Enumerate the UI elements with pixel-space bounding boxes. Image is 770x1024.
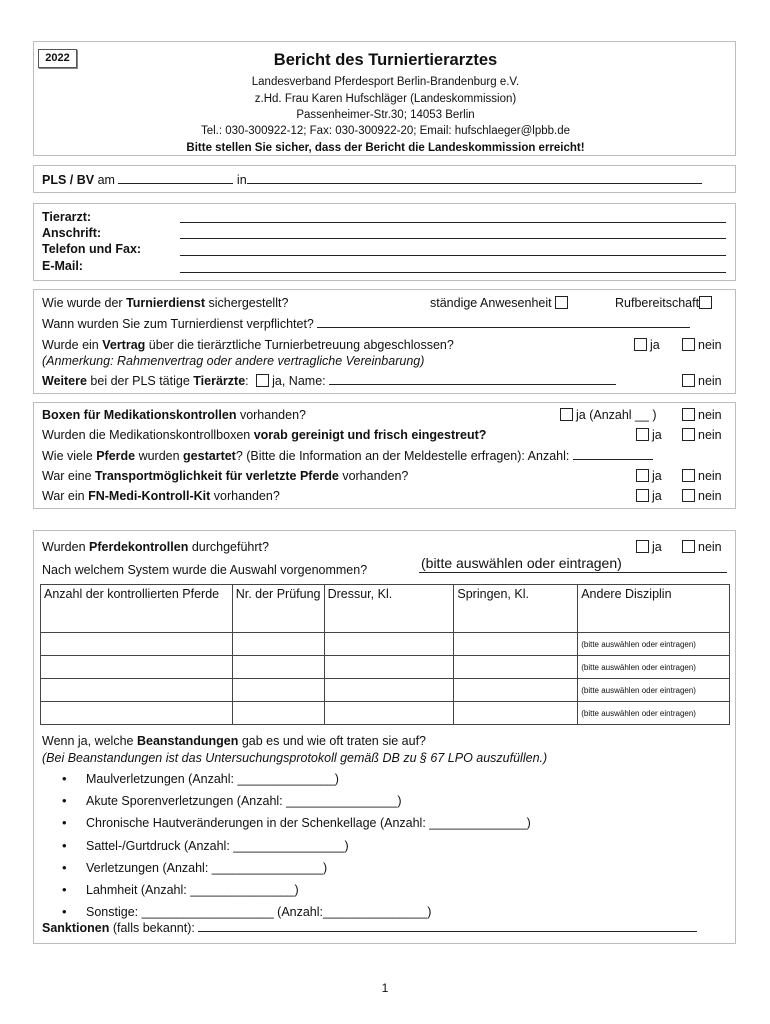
table-row xyxy=(41,633,730,656)
service-date-field[interactable] xyxy=(317,327,690,328)
cell-other-select[interactable]: (bitte auswählen oder eintragen) xyxy=(578,702,730,725)
event-line xyxy=(42,173,702,187)
cell-dressage[interactable] xyxy=(324,633,454,656)
controls-yes-checkbox[interactable] xyxy=(636,540,649,553)
list-item[interactable]: • Sonstige: ___________________ (Anzahl:_______________) xyxy=(62,901,531,923)
contract-no: nein xyxy=(682,338,722,352)
issues-question: Wenn ja, welche Beanstandungen gab es und wie oft traten sie auf? xyxy=(42,734,426,748)
table-header-row xyxy=(41,585,730,633)
controls-box xyxy=(33,530,736,944)
cell-test-no[interactable] xyxy=(232,656,324,679)
cell-jumping[interactable] xyxy=(454,679,578,702)
address-label: Anschrift: xyxy=(42,226,102,240)
vet-box xyxy=(33,203,736,281)
contract-question: Wurde ein Vertrag über die tierärztliche Turnierbetreuung abgeschlossen? xyxy=(42,338,454,352)
date-field[interactable] xyxy=(118,183,233,184)
header-jumping: Springen, Kl. xyxy=(454,585,578,633)
controls-yes: ja xyxy=(636,540,662,554)
list-item[interactable]: • Akute Sporenverletzungen (Anzahl: ________________) xyxy=(62,790,531,812)
in-label: in xyxy=(236,173,247,187)
cell-jumping[interactable] xyxy=(454,656,578,679)
presence-checkbox[interactable] xyxy=(555,296,568,309)
selection-system-select[interactable]: (bitte auswählen oder eintragen) xyxy=(419,555,727,573)
sanctions-line: Sanktionen (falls bekannt): xyxy=(42,921,697,935)
header-other: Andere Disziplin xyxy=(578,585,730,633)
service-question: Wie wurde der Turnierdienst sichergestellt? xyxy=(42,296,289,310)
email-label: E-Mail: xyxy=(42,259,83,273)
selection-system-question: Nach welchem System wurde die Auswahl vorgenommen? xyxy=(42,563,368,577)
list-item[interactable]: • Sattel-/Gurtdruck (Anzahl: ________________) xyxy=(62,835,531,857)
cell-count[interactable] xyxy=(41,679,233,702)
am-label: am xyxy=(97,173,115,187)
org-line-2: z.Hd. Frau Karen Hufschläger (Landeskommission) xyxy=(254,93,517,105)
kit-no-checkbox[interactable] xyxy=(682,489,695,502)
notice: Bitte stellen Sie sicher, dass der Bericht die Landeskommission erreicht! xyxy=(186,142,585,154)
cell-other-select[interactable]: (bitte auswählen oder eintragen) xyxy=(578,633,730,656)
kit-question: War ein FN-Medi-Kontroll-Kit vorhanden? xyxy=(42,489,280,503)
cleaned-yes: ja xyxy=(636,428,662,442)
address-field[interactable] xyxy=(180,238,726,239)
cleaned-yes-checkbox[interactable] xyxy=(636,428,649,441)
kit-no: nein xyxy=(682,489,722,503)
cell-other-select[interactable]: (bitte auswählen oder eintragen) xyxy=(578,679,730,702)
email-field[interactable] xyxy=(180,272,726,273)
boxes-no-checkbox[interactable] xyxy=(682,408,695,421)
header-dressage: Dressur, Kl. xyxy=(324,585,454,633)
pls-bv-label: PLS / BV xyxy=(42,173,95,187)
cleaned-no: nein xyxy=(682,428,722,442)
cell-test-no[interactable] xyxy=(232,679,324,702)
list-item[interactable]: • Lahmheit (Anzahl: _______________) xyxy=(62,879,531,901)
header-box xyxy=(33,41,736,156)
location-field[interactable] xyxy=(247,183,702,184)
cell-dressage[interactable] xyxy=(324,679,454,702)
boxes-no: nein xyxy=(682,408,722,422)
controls-no: nein xyxy=(682,540,722,554)
cell-test-no[interactable] xyxy=(232,702,324,725)
cell-test-no[interactable] xyxy=(232,633,324,656)
transport-question: War eine Transportmöglichkeit für verletzte Pferde vorhanden? xyxy=(42,469,409,483)
list-item[interactable]: • Maulverletzungen (Anzahl: ______________) xyxy=(62,768,531,790)
cell-count[interactable] xyxy=(41,656,233,679)
boxes-question: Boxen für Medikationskontrollen vorhanden? xyxy=(42,408,306,422)
cell-count[interactable] xyxy=(41,633,233,656)
vet-field[interactable] xyxy=(180,222,726,223)
transport-yes: ja xyxy=(636,469,662,483)
header-test-no: Nr. der Prüfung xyxy=(232,585,324,633)
service-box xyxy=(33,289,736,394)
sanctions-field[interactable] xyxy=(198,931,697,932)
other-vets-question: Weitere bei der PLS tätige Tierärzte: ja, Name: xyxy=(42,374,616,388)
other-vets-no-checkbox[interactable] xyxy=(682,374,695,387)
oncall-label: Rufbereitschaft xyxy=(615,296,700,310)
cell-jumping[interactable] xyxy=(454,633,578,656)
presence-option xyxy=(430,296,571,310)
table-row xyxy=(41,679,730,702)
cell-count[interactable] xyxy=(41,702,233,725)
cleaned-question: Wurden die Medikationskontrollboxen vorab gereinigt und frisch eingestreut? xyxy=(42,428,487,442)
kit-yes: ja xyxy=(636,489,662,503)
table-row xyxy=(41,656,730,679)
controls-no-checkbox[interactable] xyxy=(682,540,695,553)
cell-other-select[interactable]: (bitte auswählen oder eintragen) xyxy=(578,656,730,679)
year-badge: 2022 xyxy=(38,49,77,68)
contract-yes: ja xyxy=(634,338,660,352)
transport-yes-checkbox[interactable] xyxy=(636,469,649,482)
boxes-yes-checkbox[interactable] xyxy=(560,408,573,421)
org-line-4: Tel.: 030-300922-12; Fax: 030-300922-20; Email: hufschlaeger@lpbb.de xyxy=(200,125,571,137)
service-date-question: Wann wurden Sie zum Turnierdienst verpflichtet? xyxy=(42,317,690,331)
list-item[interactable]: • Verletzungen (Anzahl: ________________) xyxy=(62,857,531,879)
horses-started-field[interactable] xyxy=(573,459,653,460)
phone-fax-label: Telefon und Fax: xyxy=(42,242,142,256)
page-number: 1 xyxy=(381,981,389,995)
transport-no-checkbox[interactable] xyxy=(682,469,695,482)
event-box xyxy=(33,165,736,193)
presence-label: ständige Anwesenheit xyxy=(430,296,552,310)
table-row xyxy=(41,702,730,725)
issues-note: (Bei Beanstandungen ist das Untersuchungsprotokoll gemäß DB zu § 67 LPO auszufüllen.) xyxy=(42,751,548,765)
transport-no: nein xyxy=(682,469,722,483)
oncall-checkbox[interactable] xyxy=(699,296,712,309)
list-item[interactable]: • Chronische Hautveränderungen in der Schenkellage (Anzahl: ______________) xyxy=(62,812,531,834)
page-title: Bericht des Turniertierarztes xyxy=(273,51,498,69)
boxes-yes: ja (Anzahl __ ) xyxy=(560,408,657,422)
issues-list xyxy=(62,768,531,923)
cell-dressage[interactable] xyxy=(324,656,454,679)
other-vets-name-field[interactable] xyxy=(329,384,616,385)
kit-yes-checkbox[interactable] xyxy=(636,489,649,502)
other-vets-yes-checkbox[interactable] xyxy=(256,374,269,387)
header-count: Anzahl der kontrollierten Pferde xyxy=(41,585,233,633)
oncall-option xyxy=(615,296,715,310)
cell-jumping[interactable] xyxy=(454,702,578,725)
org-line-3: Passenheimer-Str.30; 14053 Berlin xyxy=(296,109,475,121)
controls-table xyxy=(40,584,730,725)
phone-fax-field[interactable] xyxy=(180,255,726,256)
vet-label: Tierarzt: xyxy=(42,210,92,224)
contract-yes-checkbox[interactable] xyxy=(634,338,647,351)
cell-dressage[interactable] xyxy=(324,702,454,725)
medication-box xyxy=(33,402,736,509)
controls-question: Wurden Pferdekontrollen durchgeführt? xyxy=(42,540,269,554)
cleaned-no-checkbox[interactable] xyxy=(682,428,695,441)
org-line-1: Landesverband Pferdesport Berlin-Brandenburg e.V. xyxy=(251,76,520,88)
contract-note: (Anmerkung: Rahmenvertrag oder andere vertragliche Vereinbarung) xyxy=(42,354,425,368)
contract-no-checkbox[interactable] xyxy=(682,338,695,351)
horses-started-question: Wie viele Pferde wurden gestartet? (Bitte die Information an der Meldestelle erfragen): Anzahl: xyxy=(42,449,653,463)
other-vets-no: nein xyxy=(682,374,722,388)
